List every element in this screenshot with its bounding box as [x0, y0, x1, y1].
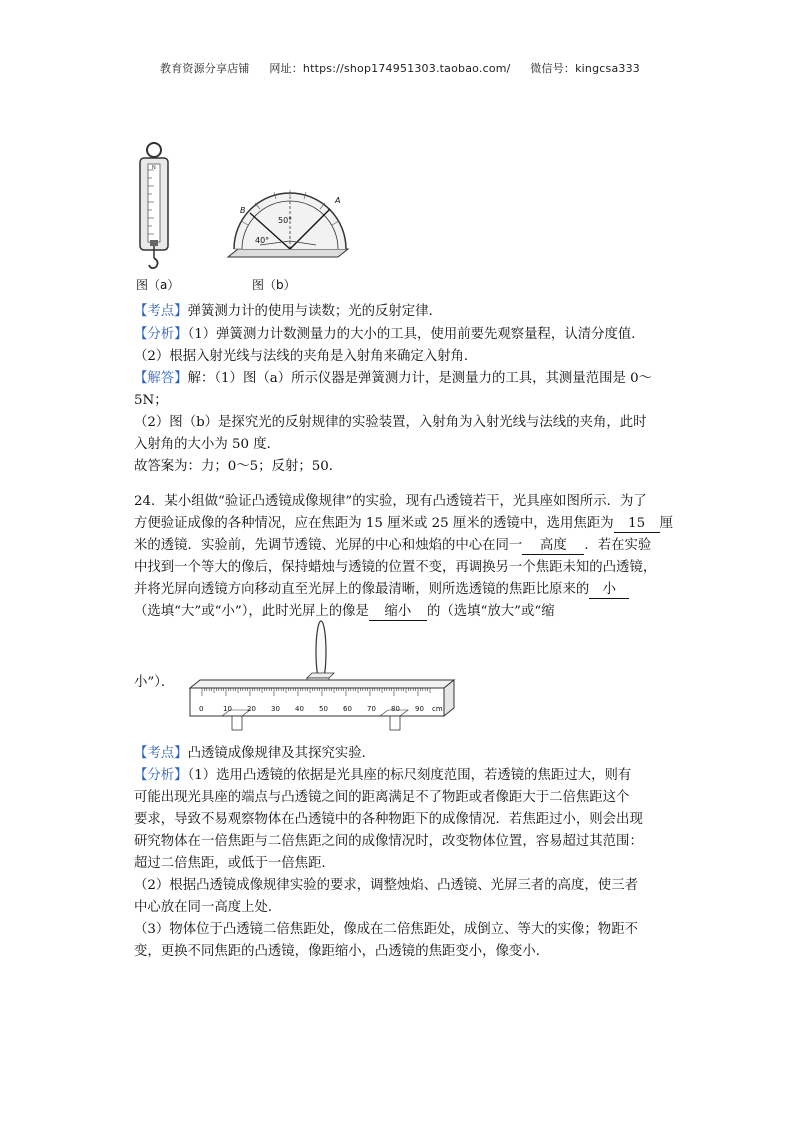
q24-line-1: 24．某小组做“验证凸透镜成像规律”的实验，现有凸透镜若干，光具座如图所示．为了 — [134, 494, 647, 509]
q24-line-2: 方便验证成像的各种情况，应在焦距为 15 厘米或 25 厘米的透镜中，选用焦距为 15 厘 — [134, 516, 673, 531]
q24-line-5: 并将光屏向透镜方向移动直至光屏上的像最清晰，则所选透镜的焦距比原来的 小 — [134, 580, 629, 600]
shop-url: 网址：https://shop174951303.taobao.com/ — [269, 62, 511, 75]
q23-fenxi: 【分析】（1）弹簧测力计数测量力的大小的工具，使用前要先观察量程，认清分度值． — [134, 327, 645, 342]
q24-kaodian: 【考点】凸透镜成像规律及其探究实验． — [134, 746, 376, 761]
q24-fenxi-5: 超过二倍焦距，或低于一倍焦距． — [134, 856, 335, 871]
q24-fenxi: 【分析】（1）选用凸透镜的依据是光具座的标尺刻度范围，若透镜的焦距过大，则有 — [134, 768, 632, 783]
ruler-tick-label: 90 — [415, 705, 424, 713]
q23-jieda-1b: 5N； — [134, 393, 168, 408]
label-a: A — [335, 196, 341, 205]
caption-a: 图（a） — [136, 278, 180, 292]
q24-fenxi-7: 中心放在同一高度上处． — [134, 900, 282, 915]
ruler-tick-label: 60 — [343, 705, 352, 713]
reflection-apparatus-figure — [220, 175, 360, 270]
q23-kaodian: 【考点】弹簧测力计的使用与读数；光的反射定律． — [134, 304, 442, 319]
ruler-unit: cm — [432, 705, 443, 713]
q24-fenxi-4: 研究物体在一倍焦距与二倍焦距之间的成像情况时，改变物体位置，容易超过其范围： — [134, 834, 643, 849]
q24-line-3: 米的透镜．实验前，先调节透镜、光屏的中心和烛焰的中心在同一 高度 ．若在实验 — [134, 538, 652, 553]
angle-50-label: 50° — [278, 216, 293, 225]
q23-jieda: 【解答】解：（1）图（a）所示仪器是弹簧测力计，是测量力的工具，其测量范围是 0～ — [134, 371, 653, 386]
ruler-tick-label: 20 — [247, 705, 256, 713]
q24-line-6: （选填“大”或“小”），此时光屏上的像是 缩小 的（选填“放大”或“缩 — [134, 604, 555, 619]
blank-focal-length: 15 — [614, 516, 660, 533]
ruler-tick-label: 80 — [391, 705, 400, 713]
ruler-tick-label: 70 — [367, 705, 376, 713]
q23-jieda-2: （2）图（b）是探究光的反射规律的实验装置，入射角为入射光线与法线的夹角，此时 — [134, 415, 647, 430]
q24-fenxi-8: （3）物体位于凸透镜二倍焦距处，像成在二倍焦距处，成倒立、等大的实像；物距不 — [134, 922, 638, 937]
q24-fenxi-2: 可能出现光具座的端点与凸透镜之间的距离满足不了物距或者像距大于二倍焦距这个 — [134, 790, 630, 805]
spring-scale-figure — [130, 140, 180, 280]
q24-fenxi-3: 要求，导致不易观察物体在凸透镜中的各种物距下的成像情况．若焦距过小，则会出现 — [134, 812, 643, 827]
ruler-tick-label: 40 — [295, 705, 304, 713]
q23-fenxi-2: （2）根据入射光线与法线的夹角是入射角来确定入射角． — [134, 349, 478, 364]
q24-fenxi-6: （2）根据凸透镜成像规律实验的要求，调整烛焰、凸透镜、光屏三者的高度，使三者 — [134, 878, 638, 893]
shop-name: 教育资源分享店铺 — [160, 62, 250, 75]
ruler-tick-label: 0 — [199, 705, 204, 713]
spring-scale-n: N — [152, 165, 156, 171]
q24-fenxi-9: 变，更换不同焦距的凸透镜，像距缩小，凸透镜的焦距变小，像变小． — [134, 944, 550, 959]
wechat-id: 微信号：kingcsa333 — [530, 62, 640, 75]
angle-40-label: 40° — [255, 236, 270, 245]
ruler-tick-label: 10 — [223, 705, 232, 713]
q23-jieda-2b: 入射角的大小为 50 度． — [134, 437, 281, 452]
label-b: B — [240, 206, 246, 215]
q23-answer: 故答案为：力；0～5；反射；50． — [134, 459, 343, 474]
ruler-tick-label: 50 — [319, 705, 328, 713]
q24-line-4: 中找到一个等大的像后，保持蜡烛与透镜的位置不变，再调换另一个焦距未知的凸透镜， — [134, 560, 657, 575]
blank-height: 高度 — [522, 538, 584, 555]
ruler-tick-label: 30 — [271, 705, 280, 713]
caption-b: 图（b） — [252, 278, 296, 292]
blank-shrink: 缩小 — [369, 604, 427, 621]
q24-line-7: 小”）． — [134, 675, 175, 690]
blank-smaller: 小 — [589, 582, 629, 599]
optical-bench-figure — [182, 620, 462, 740]
page-header — [0, 60, 800, 76]
